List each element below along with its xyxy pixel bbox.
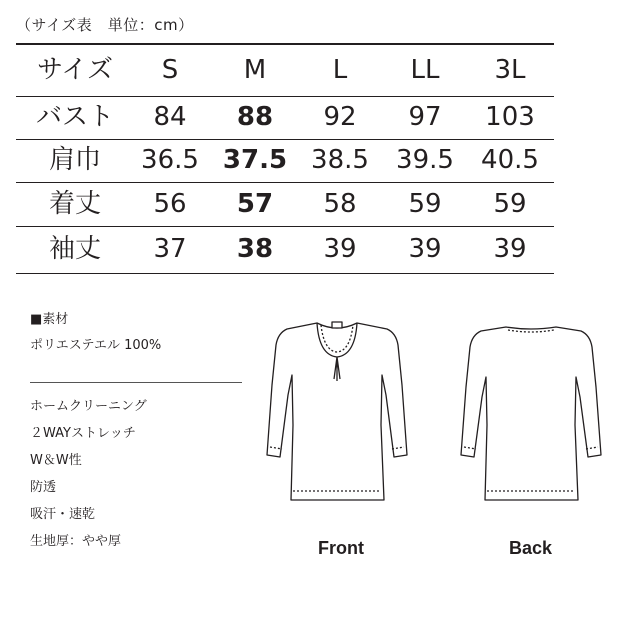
table-cell-highlight: 37.5 [222,145,288,175]
table-cell: 40.5 [481,145,539,175]
back-garment-illustration [456,315,604,507]
header-m: M [243,55,267,85]
size-table-caption: （サイズ表 単位：cm） [16,16,194,34]
table-row-divider [16,226,554,227]
table-cell: 37 [153,234,187,264]
row-label-sleeve: 袖丈 [48,234,101,264]
table-bottom-rule [16,273,554,274]
header-3l: 3L [494,55,526,85]
table-cell: 59 [493,189,527,219]
feature-item: ホームクリーニング [30,399,147,414]
section-divider [30,382,242,383]
table-cell: 84 [153,102,187,132]
table-cell: 92 [323,102,357,132]
header-s: S [161,55,179,85]
header-size: サイズ [37,55,113,85]
table-row-divider [16,139,554,140]
material-heading: ■素材 [30,312,69,327]
back-view-label: Back [509,538,553,558]
table-cell-highlight: 38 [236,234,274,264]
table-top-rule [16,43,554,45]
feature-item: 防透 [30,480,57,495]
table-cell: 97 [408,102,442,132]
header-ll: LL [410,55,440,85]
table-cell: 39 [323,234,357,264]
table-cell: 36.5 [141,145,199,175]
table-cell: 39 [493,234,527,264]
table-cell-highlight: 57 [236,189,274,219]
table-cell: 58 [323,189,357,219]
front-view-label: Front [318,538,364,558]
table-cell: 103 [485,102,535,132]
feature-item: 吸汗・速乾 [30,507,96,522]
feature-item: ２WAYストレッチ [30,426,136,441]
table-cell: 59 [408,189,442,219]
front-garment-illustration [262,315,410,507]
row-label-bust: バスト [35,102,114,132]
feature-item: 生地厚：やや厚 [30,534,122,549]
table-cell: 39.5 [396,145,454,175]
feature-item: W＆W性 [30,453,82,468]
header-l: L [332,55,348,85]
material-content: ポリエステエル 100% [30,338,162,353]
table-header-rule [16,96,554,97]
table-row-divider [16,182,554,183]
table-cell-highlight: 88 [236,102,274,132]
table-cell: 38.5 [311,145,369,175]
table-cell: 56 [153,189,187,219]
row-label-length: 着丈 [48,189,101,219]
row-label-shoulder: 肩巾 [48,145,101,175]
table-cell: 39 [408,234,442,264]
